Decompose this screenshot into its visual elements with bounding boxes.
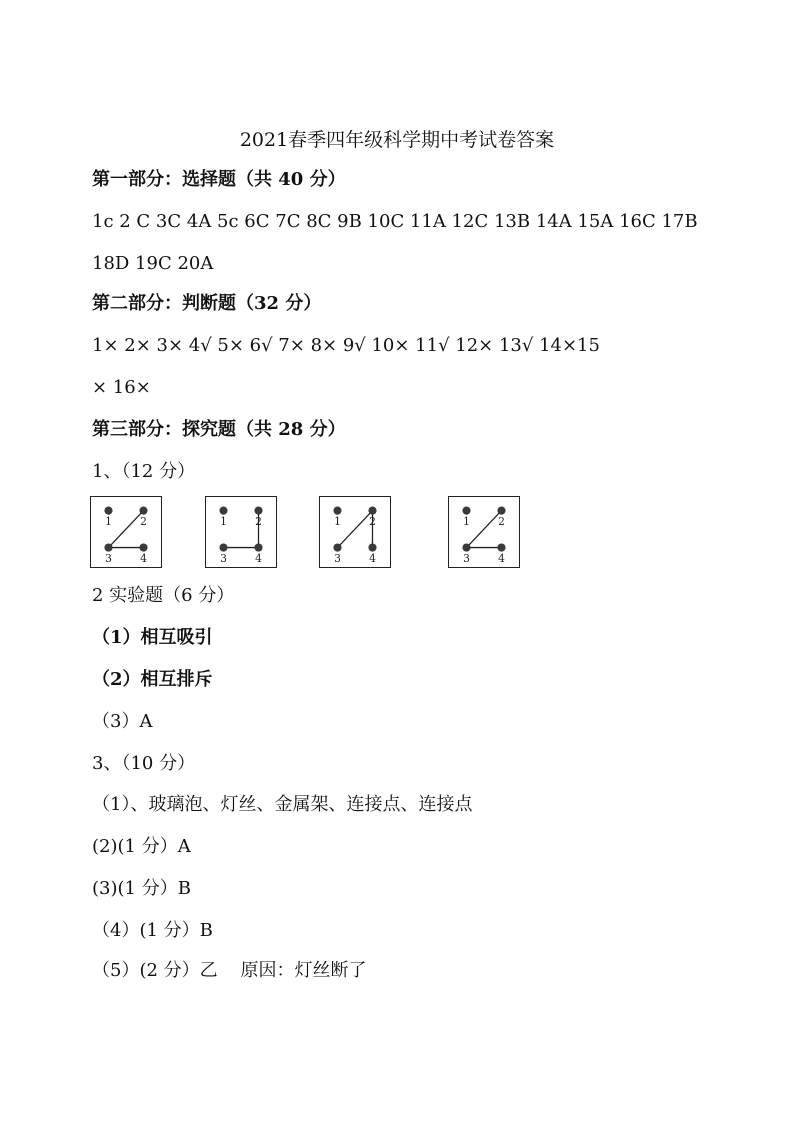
q2-answer-1: （1）相互吸引 <box>92 627 213 648</box>
wire-3-2 <box>109 511 144 548</box>
terminal-label-4: 4 <box>498 552 505 566</box>
terminal-dot-3 <box>219 543 227 551</box>
part3-heading: 第三部分：探究题（共 28 分） <box>92 419 346 440</box>
terminal-label-1: 1 <box>105 515 112 529</box>
terminal-label-1: 1 <box>220 515 227 529</box>
circuit-diagram-4 <box>448 496 520 568</box>
terminal-dot-4 <box>497 543 505 551</box>
wire-3-2 <box>338 511 373 548</box>
terminal-dot-1 <box>104 507 112 515</box>
q1-label: 1、（12 分） <box>92 461 196 482</box>
terminal-dot-2 <box>139 507 147 515</box>
part1-heading: 第一部分：选择题（共 40 分） <box>92 169 346 190</box>
terminal-label-2: 2 <box>255 515 262 529</box>
q3-answer-3: (3)(1 分）B <box>92 878 191 899</box>
terminal-dot-3 <box>104 543 112 551</box>
terminal-dot-3 <box>333 543 341 551</box>
circuit-svg <box>449 497 519 567</box>
terminal-label-4: 4 <box>369 552 376 566</box>
q3-answer-5: （5）(2 分）乙 原因：灯丝断了 <box>92 960 367 981</box>
q2-label: 2 实验题（6 分） <box>92 585 235 606</box>
terminal-dot-3 <box>462 543 470 551</box>
terminal-label-1: 1 <box>463 515 470 529</box>
part2-answers-line1: 1× 2× 3× 4√ 5× 6√ 7× 8× 9√ 10× 11√ 12× 13√ 14×15 <box>92 335 600 356</box>
terminal-dot-2 <box>254 507 262 515</box>
terminal-dot-1 <box>462 507 470 515</box>
q2-answer-3: （3）A <box>92 711 153 732</box>
terminal-dot-2 <box>497 507 505 515</box>
circuit-svg <box>206 497 276 567</box>
circuit-svg <box>91 497 161 567</box>
terminal-dot-4 <box>139 543 147 551</box>
terminal-dot-1 <box>333 507 341 515</box>
q3-label: 3、（10 分） <box>92 753 196 774</box>
circuit-svg <box>320 497 390 567</box>
circuit-diagram-1 <box>90 496 162 568</box>
q3-answer-4: （4）(1 分）B <box>92 920 213 941</box>
q3-answer-2: (2)(1 分）A <box>92 836 191 857</box>
wire-3-2 <box>467 511 502 548</box>
terminal-dot-4 <box>254 543 262 551</box>
terminal-dot-1 <box>219 507 227 515</box>
terminal-label-2: 2 <box>369 515 376 529</box>
part2-answers-line2: × 16× <box>92 377 151 398</box>
terminal-dot-2 <box>368 507 376 515</box>
terminal-label-3: 3 <box>220 552 227 566</box>
terminal-label-3: 3 <box>463 552 470 566</box>
part1-answers-line2: 18D 19C 20A <box>92 253 214 274</box>
terminal-label-3: 3 <box>105 552 112 566</box>
terminal-label-3: 3 <box>334 552 341 566</box>
circuit-diagram-3 <box>319 496 391 568</box>
circuit-diagram-2 <box>205 496 277 568</box>
part2-heading: 第二部分：判断题（32 分） <box>92 293 322 314</box>
q3-answer-1: （1）、玻璃泡、灯丝、金属架、连接点、连接点 <box>92 794 473 815</box>
terminal-label-2: 2 <box>498 515 505 529</box>
terminal-label-4: 4 <box>255 552 262 566</box>
terminal-dot-4 <box>368 543 376 551</box>
terminal-label-4: 4 <box>140 552 147 566</box>
terminal-label-1: 1 <box>334 515 341 529</box>
page-title: 2021春季四年级科学期中考试卷答案 <box>239 129 555 151</box>
terminal-label-2: 2 <box>140 515 147 529</box>
part1-answers-line1: 1c 2 C 3C 4A 5c 6C 7C 8C 9B 10C 11A 12C 13B 14A 15A 16C 17B <box>92 211 698 232</box>
q2-answer-2: （2）相互排斥 <box>92 669 213 690</box>
